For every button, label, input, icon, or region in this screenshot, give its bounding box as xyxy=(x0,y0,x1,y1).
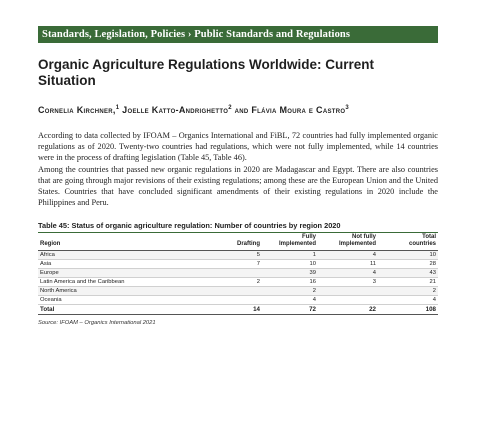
column-header-line: Not fully xyxy=(352,234,376,241)
column-header-drafting: Drafting xyxy=(206,233,262,251)
banner-text: Standards, Legislation, Policies › Public Standards and Regulations xyxy=(42,29,351,40)
article-title-line1: Organic Agriculture Regulations Worldwide: Current xyxy=(38,57,375,72)
document-page xyxy=(38,26,438,326)
paragraph: According to data collected by IFOAM – Organics International and FiBL, 72 countries had fully implemented organic regulations as of 2020. Twenty-two countries had regulations, which were not fully implemented, while 14 countries were in the process of drafting legislation (Table 45, Table 46). xyxy=(38,131,438,163)
article-title xyxy=(38,57,438,89)
cell-drafting: 14 xyxy=(206,305,262,315)
cell-fully: 1 xyxy=(262,251,318,260)
column-header-region: Region xyxy=(38,233,206,251)
cell-fully: 4 xyxy=(262,296,318,305)
cell-region: Asia xyxy=(38,260,206,269)
cell-notfully: 22 xyxy=(318,305,378,315)
cell-total: 2 xyxy=(378,287,438,296)
table-row xyxy=(38,278,438,287)
cell-fully: 39 xyxy=(262,269,318,278)
column-header-line: Total xyxy=(422,234,436,241)
section-banner xyxy=(38,26,438,43)
table-row xyxy=(38,260,438,269)
author-name: Joelle Katto-Andrighetto xyxy=(119,105,229,115)
article-body xyxy=(38,130,438,208)
author-affiliation: 2 xyxy=(228,105,232,111)
cell-drafting: 7 xyxy=(206,260,262,269)
cell-notfully: 4 xyxy=(318,269,378,278)
author-name: Cornelia Kirchner, xyxy=(38,105,116,115)
cell-total: 4 xyxy=(378,296,438,305)
cell-notfully: 4 xyxy=(318,251,378,260)
cell-drafting xyxy=(206,269,262,278)
author-affiliation: 1 xyxy=(115,105,120,111)
table-row xyxy=(38,296,438,305)
cell-region: Europe xyxy=(38,269,206,278)
column-header-line: countries xyxy=(408,241,436,248)
cell-notfully: 11 xyxy=(318,260,378,269)
table-header-row xyxy=(38,233,438,251)
author-name: and Flávia Moura e Castro xyxy=(231,105,346,115)
table-total-row xyxy=(38,305,438,315)
author-affiliation: 3 xyxy=(345,105,349,111)
cell-region: Oceania xyxy=(38,296,206,305)
cell-drafting: 5 xyxy=(206,251,262,260)
cell-fully: 2 xyxy=(262,287,318,296)
cell-fully: 10 xyxy=(262,260,318,269)
cell-fully: 72 xyxy=(262,305,318,315)
table-row xyxy=(38,269,438,278)
table-row xyxy=(38,287,438,296)
column-header-total xyxy=(378,233,438,251)
cell-notfully xyxy=(318,287,378,296)
table-source: Source: IFOAM – Organics International 2021 xyxy=(38,320,156,327)
cell-total: 21 xyxy=(378,278,438,287)
regulation-status-table xyxy=(38,233,438,315)
article-authors xyxy=(38,102,438,116)
cell-total: 108 xyxy=(378,305,438,315)
cell-total: 43 xyxy=(378,269,438,278)
cell-total: 10 xyxy=(378,251,438,260)
column-header-notfully xyxy=(318,233,378,251)
article-title-line2: Situation xyxy=(38,73,96,88)
cell-region: Africa xyxy=(38,251,206,260)
cell-region: Latin America and the Caribbean xyxy=(38,278,206,287)
cell-drafting xyxy=(206,296,262,305)
table-caption: Table 45: Status of organic agriculture regulation: Number of countries by region 2020 xyxy=(38,221,438,233)
cell-region: North America xyxy=(38,287,206,296)
paragraph: Among the countries that passed new organic regulations in 2020 are Madagascar and Egypt. There are also countries that are going through major revisions of their existing regulations; among these are the European Union and the United States. Countries that have concluded significant amendments of their existing regulations in 2020 include the Philippines and Peru. xyxy=(38,164,438,208)
cell-notfully xyxy=(318,296,378,305)
column-header-line: Implemented xyxy=(338,241,376,248)
column-header-fully xyxy=(262,233,318,251)
cell-region: Total xyxy=(38,305,206,315)
table-row xyxy=(38,251,438,260)
column-header-line: Implemented xyxy=(278,241,316,248)
cell-fully: 16 xyxy=(262,278,318,287)
cell-notfully: 3 xyxy=(318,278,378,287)
cell-drafting xyxy=(206,287,262,296)
cell-drafting: 2 xyxy=(206,278,262,287)
column-header-line: Fully xyxy=(301,234,316,241)
cell-total: 28 xyxy=(378,260,438,269)
